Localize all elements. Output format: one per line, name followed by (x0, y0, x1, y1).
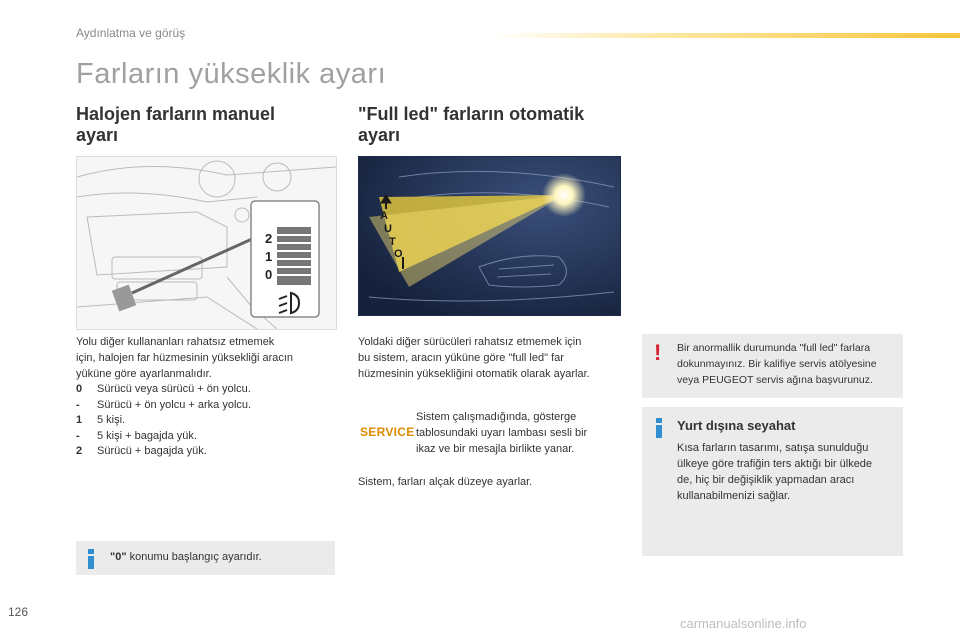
position-list (76, 382, 251, 460)
list-item: 0 Sürücü veya sürücü + ön yolcu. (76, 383, 251, 395)
watermark: carmanualsonline.info (680, 616, 807, 631)
auto-label-t: T (389, 236, 396, 248)
full-led-description: Yoldaki diğer sürücüleri rahatsız etmemek için bu sistem, aracın yüküne göre "full led" far hüzmesinin yüksekliğini otomatik olarak ayarlar. (358, 336, 590, 380)
travel-abroad-box: Yurt dışına seyahat Kısa farların tasarımı, satışa sunulduğu ülkeye göre trafiğin ters aktığı bir ülkede de, hiç bir değişiklik yapmadan aracı kullanabilmenizi sağlar. (642, 407, 903, 556)
dial-label-2: 2 (265, 231, 273, 246)
auto-label-a: A (380, 210, 388, 222)
section-title: Aydınlatma ve görüş (76, 26, 186, 40)
list-item: - 5 kişi + bagajda yük. (76, 429, 197, 442)
dial-label-1: 1 (265, 249, 273, 264)
warning-box: ! Bir anormallik durumunda "full led" farlara dokunmayınız. Bir kalifiye servis atölyesine veya PEUGEOT servis ağına başvurunuz. (642, 334, 903, 398)
list-item: 1 5 kişi. (76, 414, 126, 426)
warning-exclamation-icon: ! (654, 340, 662, 365)
headlight-beam-illustration (358, 156, 621, 316)
full-led-heading: "Full led" farların otomatik ayarı (358, 104, 585, 145)
auto-label-u: U (384, 223, 392, 235)
halogen-heading: Halojen farların manuel ayarı (76, 104, 276, 145)
low-level-note: Sistem, farları alçak düzeye ayarlar. (358, 476, 533, 488)
page-title: Farların yükseklik ayarı (76, 58, 387, 90)
page-number: 126 (8, 605, 29, 619)
dial-label-0: 0 (265, 267, 273, 282)
list-item: 2 Sürücü + bagajda yük. (76, 445, 207, 457)
info-icon (654, 418, 664, 438)
auto-label-o: O (394, 248, 403, 260)
initial-setting-note: "0" konumu başlangıç ayarıdır. (76, 541, 335, 575)
list-item: - Sürücü + ön yolcu + arka yolcu. (76, 398, 252, 411)
service-warning-lamp-icon: SERVICE (360, 425, 415, 439)
dashboard-illustration (76, 156, 337, 330)
info-icon (86, 549, 96, 569)
halogen-intro: Yolu diğer kullananları rahatsız etmemek için, halojen far hüzmesinin yüksekliği aracın yüküne göre ayarlanmalıdır. (76, 336, 294, 380)
malfunction-description: Sistem çalışmadığında, gösterge tablosundaki uyarı lambası sesli bir ikaz ve bir mesajla birlikte yanar. (416, 411, 588, 455)
header-accent-bar (490, 33, 960, 38)
travel-abroad-title: Yurt dışına seyahat (677, 418, 796, 433)
